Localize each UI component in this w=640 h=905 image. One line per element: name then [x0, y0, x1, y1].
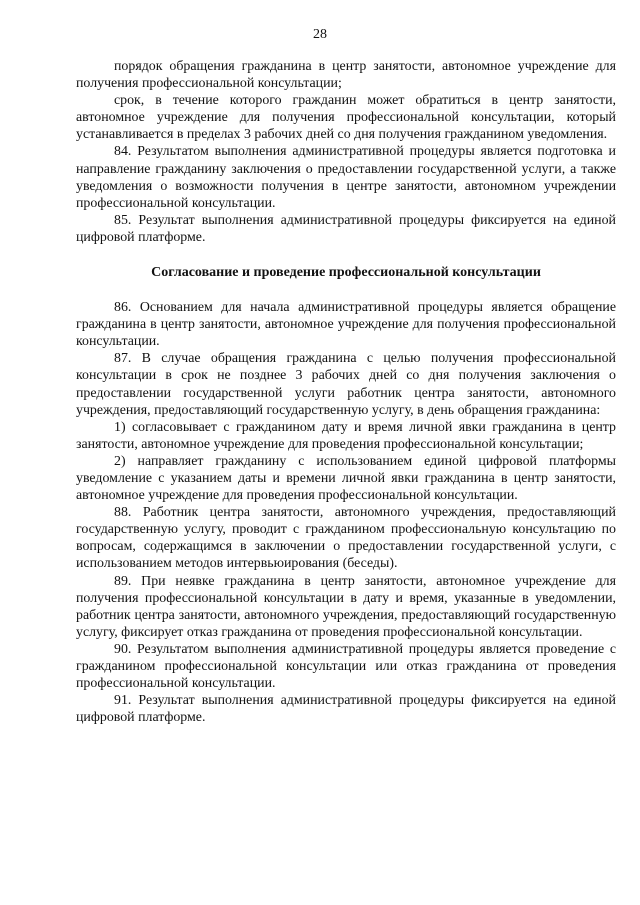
paragraph-84: 84. Результатом выполнения административной процедуры является подготовка и направление гражданину заключения о предоставлении государственной услуги, а также уведомления о возможности получения в центре занятости, автономном учреждении профессиональной консультации.	[76, 144, 616, 211]
paragraph-89: 89. При неявке гражданина в центр занятости, автономное учреждение для получения профессиональной консультации в дату и время, указанные в уведомлении, работник центра занятости, автономного учреждения, предоставляющий государственную услугу, фиксирует отказ гражданина от проведения профессиональной консультации.	[76, 573, 616, 640]
paragraph-91: 91. Результат выполнения административной процедуры фиксируется на единой цифровой платформе.	[76, 693, 616, 726]
document-body	[76, 58, 616, 726]
paragraph-86: 86. Основанием для начала административной процедуры является обращение гражданина в центр занятости, автономное учреждение для получения профессиональной консультации.	[76, 300, 616, 350]
paragraph-87-item-1: 1) согласовывает с гражданином дату и время личной явки гражданина в центр занятости, автономное учреждение для проведения профессиональной консультации;	[76, 419, 616, 452]
section-heading: Согласование и проведение профессиональной консультации	[151, 265, 541, 281]
paragraph-87: 87. В случае обращения гражданина с целью получения профессиональной консультации в срок не позднее 3 рабочих дней со дня получения заключения о предоставлении государственной услуги работник центра занятости, автономного учреждения, предоставляющий государственную услугу, в день обращения гражданина:	[76, 351, 616, 418]
paragraph-85: 85. Результат выполнения административной процедуры фиксируется на единой цифровой платформе.	[76, 212, 616, 245]
paragraph-88: 88. Работник центра занятости, автономного учреждения, предоставляющий государственную услугу, проводит с гражданином профессиональную консультацию по вопросам, содержащимся в заключении о предоставлении государственной услуги, с использованием методов интервьюирования (беседы).	[76, 505, 616, 572]
page-number: 28	[313, 27, 327, 42]
paragraph-appeal-procedure: порядок обращения гражданина в центр занятости, автономное учреждение для получения профессиональной консультации;	[76, 59, 616, 92]
paragraph-90: 90. Результатом выполнения административной процедуры является проведение с гражданином профессиональной консультации или отказ гражданина от проведения профессиональной консультации.	[76, 641, 616, 692]
paragraph-appeal-deadline: срок, в течение которого гражданин может обратиться в центр занятости, автономное учреждение для получения профессиональной консультации, который устанавливается в пределах 3 рабочих дней со дня получения гражданином уведомления.	[76, 93, 616, 143]
paragraph-87-item-2: 2) направляет гражданину с использованием единой цифровой платформы уведомление с указанием даты и времени личной явки гражданина в центр занятости, автономное учреждение для проведения профессиональной консультации.	[76, 453, 616, 504]
